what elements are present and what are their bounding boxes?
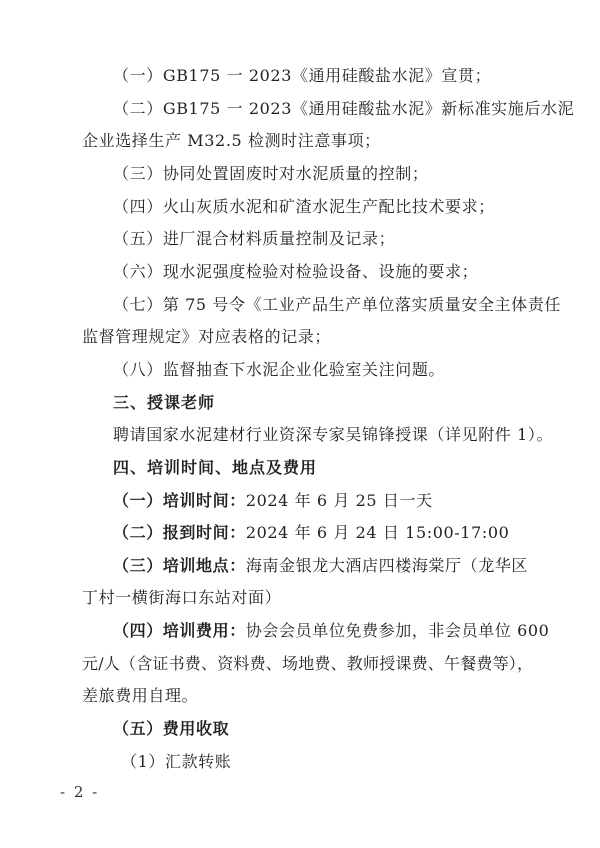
item-1-text: GB175 一 2023《通用硅酸盐水泥》宣贯；: [162, 66, 492, 85]
item-1: [113, 66, 491, 86]
training-fee-continuation-1: 元/人（含证书费、资料费、场地费、教师授课费、午餐费等），: [82, 654, 534, 673]
item-5: [113, 229, 395, 249]
item-7: [113, 295, 561, 315]
item-6-label: （六）: [113, 262, 163, 281]
item-4: [113, 197, 495, 217]
training-location-value: 海南金银龙大酒店四楼海棠厅（龙华区: [245, 556, 529, 575]
item-7-label: （七）: [113, 295, 163, 314]
training-fee: [113, 621, 549, 641]
item-4-text: 火山灰质水泥和矿渣水泥生产配比技术要求；: [162, 197, 495, 216]
item-2: [113, 99, 574, 119]
registration-time-value: 2024 年 6 月 24 日 15:00-17:00: [245, 523, 510, 542]
training-time-value: 2024 年 6 月 25 日一天: [245, 491, 433, 510]
item-6-text: 现水泥强度检验对检验设备、设施的要求；: [162, 262, 479, 281]
registration-time-label: （二）报到时间：: [113, 523, 246, 542]
item-3-text: 协同处置固废时对水泥质量的控制；: [162, 164, 429, 183]
training-fee-continuation-2: 差旅费用自理。: [82, 686, 199, 705]
item-2-text: GB175 一 2023《通用硅酸盐水泥》新标准实施后水泥: [162, 99, 575, 118]
item-5-label: （五）: [113, 229, 163, 248]
training-location-label: （三）培训地点：: [113, 556, 246, 575]
item-8: [113, 360, 445, 380]
training-location: [113, 556, 528, 576]
item-2-continuation: 企业选择生产 M32.5 检测时注意事项；: [82, 131, 381, 150]
item-6: [113, 262, 478, 282]
training-location-continuation: 丁村一横街海口东站对面）: [82, 588, 282, 607]
training-time-label: （一）培训时间：: [113, 491, 246, 510]
training-time: [113, 491, 433, 511]
item-1-label: （一）: [113, 66, 163, 85]
item-3: [113, 164, 428, 184]
item-7-text: 第 75 号令《工业产品生产单位落实质量安全主体责任: [162, 295, 561, 314]
item-2-label: （二）: [113, 99, 163, 118]
registration-time: [113, 523, 509, 543]
item-5-text: 进厂混合材料质量控制及记录；: [162, 229, 396, 248]
page-number: - 2 -: [60, 783, 100, 801]
section-4-heading: 四、培训时间、地点及费用: [113, 458, 318, 477]
item-4-label: （四）: [113, 197, 163, 216]
fee-collection-label: （五）费用收取: [113, 719, 230, 738]
remit-transfer: （1）汇款转账: [121, 752, 232, 771]
item-8-label: （八）: [113, 360, 163, 379]
section-3-body: 聘请国家水泥建材行业资深专家吴锦锋授课（详见附件 1）。: [113, 425, 554, 444]
item-8-text: 监督抽查下水泥企业化验室关注问题。: [162, 360, 446, 379]
item-3-label: （三）: [113, 164, 163, 183]
section-3-heading: 三、授课老师: [113, 393, 216, 412]
fee-collection: [113, 719, 229, 739]
training-fee-value: 协会会员单位免费参加，非会员单位 600: [245, 621, 550, 640]
training-fee-label: （四）培训费用：: [113, 621, 246, 640]
item-7-continuation: 监督管理规定》对应表格的记录；: [82, 327, 332, 346]
